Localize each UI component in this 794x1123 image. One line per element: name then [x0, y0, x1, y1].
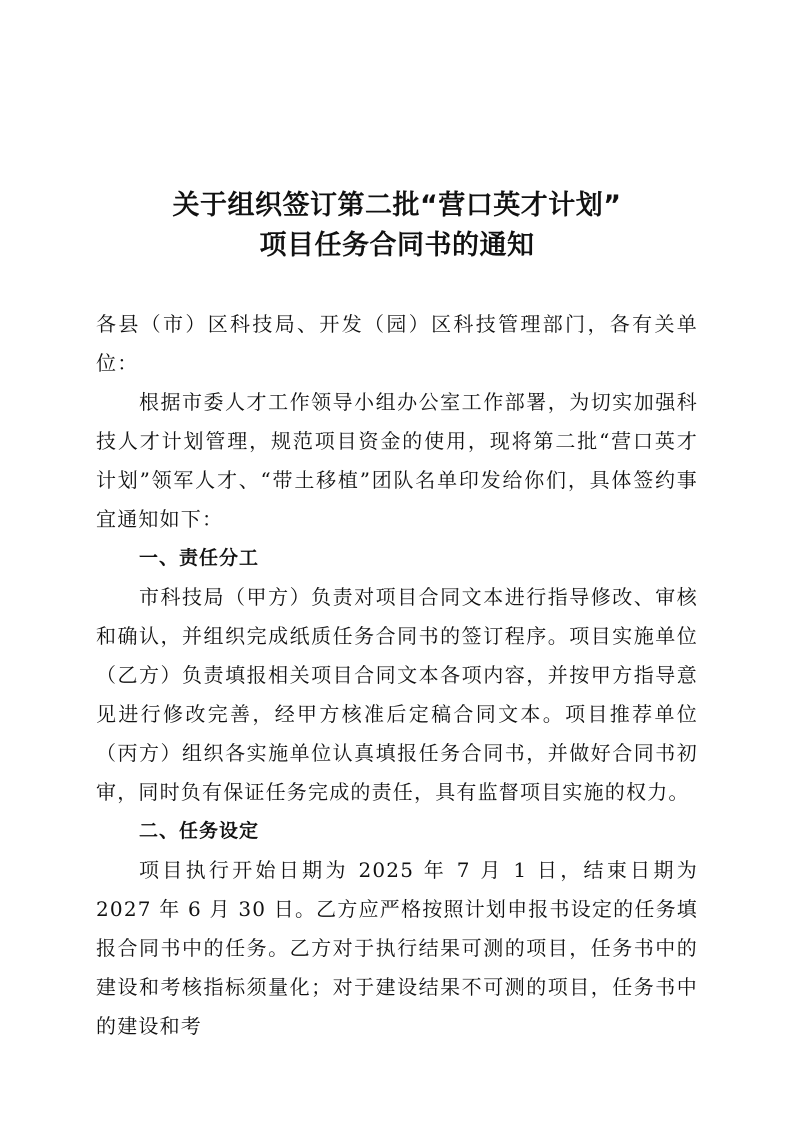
intro-paragraph: 根据市委人才工作领导小组办公室工作部署，为切实加强科技人才计划管理，规范项目资金的使用，现将第二批“营口英才计划”领军人才、“带土移植”团队名单印发给你们，具体签约事宜通知如下： — [96, 390, 698, 531]
salutation: 各县（市）区科技局、开发（园）区科技管理部门，各有关单位： — [96, 312, 698, 375]
section-heading-responsibilities: 一、责任分工 — [139, 547, 260, 569]
responsibilities-paragraph: 市科技局（甲方）负责对项目合同文本进行指导修改、审核和确认，并组织完成纸质任务合同书的签订程序。项目实施单位（乙方）负责填报相关项目合同文本各项内容，并按甲方指导意见进行修改完善，经甲方核准后定稿合同文本。项目推荐单位（丙方）组织各实施单位认真填报任务合同书，并做好合同书初审，同时负有保证任务完成的责任，具有监督项目实施的权力。 — [96, 585, 698, 804]
document-title-line-2: 项目任务合同书的通知 — [259, 230, 535, 261]
tasks-paragraph: 项目执行开始日期为 2025 年 7 月 1 日，结束日期为 2027 年 6 月 30 日。乙方应严格按照计划申报书设定的任务填报合同书中的任务。乙方对于执行结果可测的项目，任务书中的建设和考核指标须量化；对于建设结果不可测的项目，任务书中的建设和考 — [96, 858, 698, 1038]
document-title-line-1: 关于组织签订第二批“营口英才计划” — [172, 190, 622, 221]
section-heading-tasks: 二、任务设定 — [139, 820, 260, 842]
document-body — [96, 305, 698, 1046]
